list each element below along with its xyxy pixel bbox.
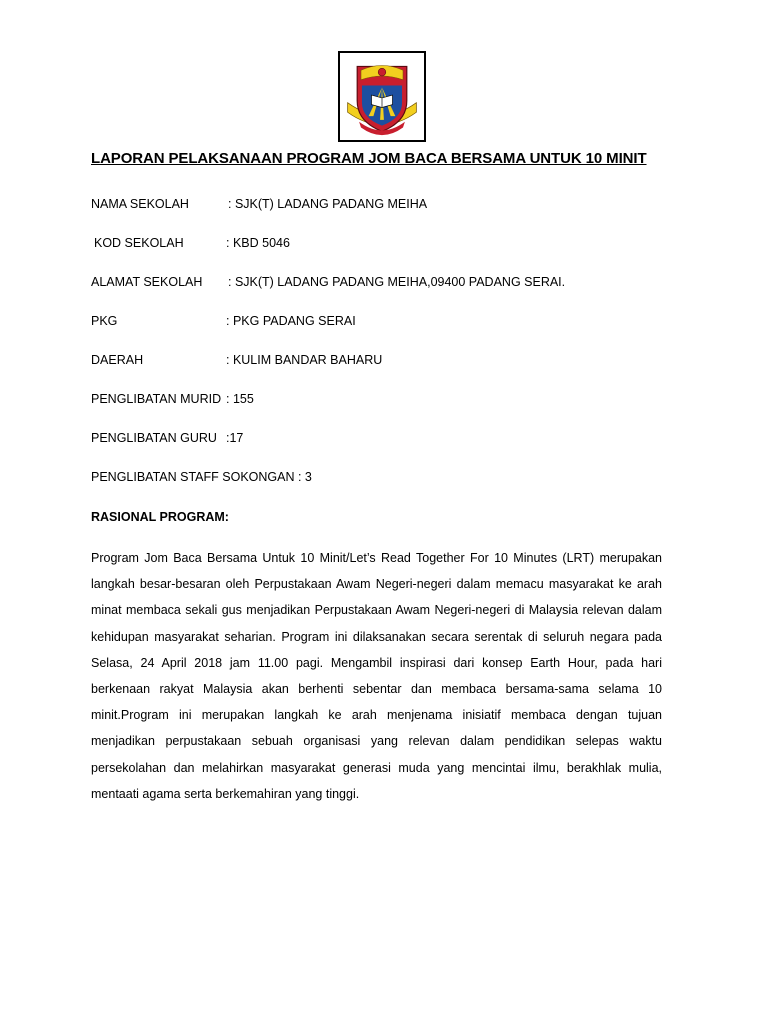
field-label: PENGLIBATAN MURID [91,392,222,406]
school-crest-logo [338,51,426,142]
field-value: : KULIM BANDAR BAHARU [226,353,383,367]
section-heading: RASIONAL PROGRAM: [91,510,229,524]
field-label: ALAMAT SEKOLAH [91,275,203,289]
field-label: PENGLIBATAN STAFF SOKONGAN : 3 [91,470,312,484]
document-title: LAPORAN PELAKSANAAN PROGRAM JOM BACA BERSAMA UNTUK 10 MINIT [91,150,647,167]
field-label: NAMA SEKOLAH [91,197,189,211]
field-label: PENGLIBATAN GURU [91,431,217,445]
field-value: : KBD 5046 [226,236,290,250]
field-value: : SJK(T) LADANG PADANG MEIHA,09400 PADANG SERAI. [228,275,566,289]
field-value: : SJK(T) LADANG PADANG MEIHA [228,197,428,211]
field-value: : 155 [226,392,254,406]
field-value: :17 [226,431,244,445]
field-label: KOD SEKOLAH [94,236,184,250]
crest-icon [340,53,424,140]
field-label: DAERAH [91,353,144,367]
rationale-paragraph: Program Jom Baca Bersama Untuk 10 Minit/Let’s Read Together For 10 Minutes (LRT) merupakan langkah besar-besaran oleh Perpustakaan Awam Negeri-negeri dalam memacu masyarakat ke arah minat membaca sekali gus menjadikan Perpustakaan Awam Negeri-negeri di Malaysia relevan dalam kehidupan masyarakat seharian. Program ini dilaksanakan secara serentak di seluruh negara pada Selasa, 24 April 2018 jam 11.00 pagi. Mengambil inspirasi dari konsep Earth Hour, pada hari berkenaan rakyat Malaysia akan berhenti sebentar dan membaca bersama-sama selama 10 minit.Program ini merupakan langkah ke arah menjenama inisiatif membaca dengan tujuan menjadikan perpustakaan sebuah organisasi yang relevan dalam pendidikan selepas waktu persekolahan dan melahirkan masyarakat generasi muda yang mencintai ilmu, berakhlak mulia, mentaati agama serta berkemahiran yang tinggi. [91,551,662,801]
field-label: PKG [91,314,118,328]
field-value: : PKG PADANG SERAI [226,314,356,328]
